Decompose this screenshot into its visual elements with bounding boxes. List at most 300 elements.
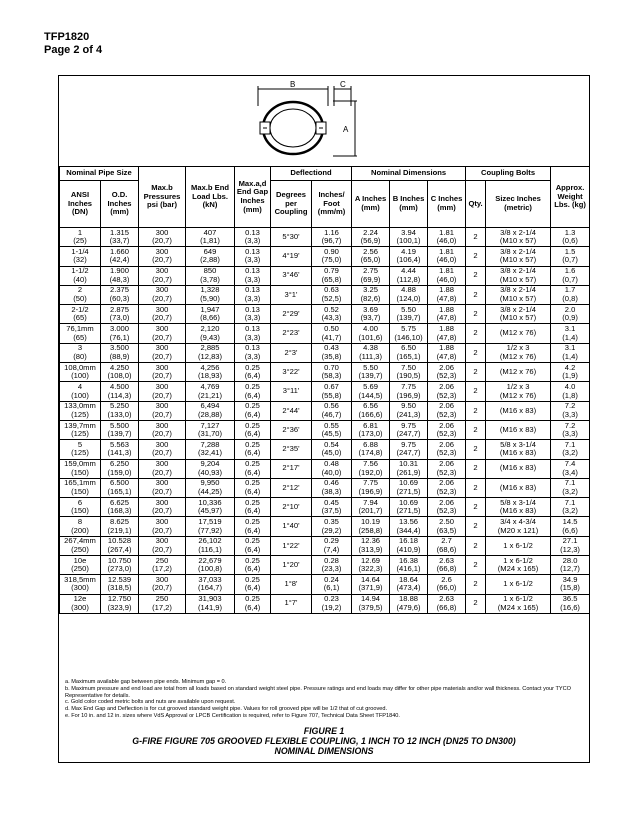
cell-ansi-metric: (125) bbox=[71, 448, 89, 458]
coupling-drawing bbox=[59, 76, 589, 166]
cell-c bbox=[428, 594, 466, 613]
cell-c bbox=[428, 556, 466, 575]
cell-a bbox=[352, 228, 390, 247]
cell-load bbox=[186, 343, 235, 362]
cell-pres-metric: (20,7) bbox=[152, 274, 172, 284]
cell-c-metric: (47,8) bbox=[436, 313, 457, 323]
cell-c-metric: (66,8) bbox=[436, 564, 457, 574]
cell-b-metric: (261,9) bbox=[396, 467, 421, 477]
cell-c-metric: (52,3) bbox=[436, 409, 457, 419]
cell-qty: 2 bbox=[466, 343, 486, 362]
cell-pres bbox=[139, 459, 186, 478]
cell-ipf-imperial: 0.35 bbox=[324, 517, 339, 526]
cell-gap-metric: (3,3) bbox=[244, 236, 261, 246]
cell-pres-metric: (20,7) bbox=[152, 313, 172, 323]
cell-size bbox=[486, 382, 551, 401]
cell-c-imperial: 2.06 bbox=[439, 401, 454, 411]
cell-a-imperial: 12.69 bbox=[361, 555, 381, 565]
cell-wt-metric: (6,6) bbox=[562, 525, 578, 535]
cell-load-imperial: 1,328 bbox=[200, 285, 220, 295]
cell-a bbox=[352, 266, 390, 285]
cell-qty: 2 bbox=[466, 556, 486, 575]
cell-load bbox=[186, 594, 235, 613]
cell-gap-imperial: 0.13 bbox=[245, 266, 260, 276]
cell-b-imperial: 9.75 bbox=[401, 420, 416, 430]
cell-load bbox=[186, 247, 235, 266]
cell-size-metric: (M10 x 57) bbox=[499, 313, 537, 323]
table-row bbox=[60, 517, 590, 536]
cell-wt-imperial: 1.3 bbox=[564, 227, 576, 237]
cell-gap-metric: (6,4) bbox=[244, 371, 261, 381]
cell-pres-metric: (20,7) bbox=[152, 487, 172, 496]
cell-pres bbox=[139, 440, 186, 459]
cell-wt-imperial: 7.2 bbox=[564, 401, 576, 411]
cell-b-imperial: 10.69 bbox=[399, 478, 419, 488]
cell-size-imperial: 5/8 x 3-1/4 bbox=[500, 439, 536, 449]
cell-od-imperial: 2.875 bbox=[110, 304, 130, 314]
cell-a-metric: (173,0) bbox=[358, 429, 383, 439]
cell-a-imperial: 14.94 bbox=[361, 594, 381, 604]
cell-pres bbox=[139, 363, 186, 382]
cell-od bbox=[101, 594, 139, 613]
cell-a bbox=[352, 556, 390, 575]
cell-deg: 1°22' bbox=[271, 536, 312, 555]
cell-load-imperial: 2,885 bbox=[200, 343, 220, 353]
cell-size bbox=[486, 536, 551, 555]
cell-load-metric: (9,43) bbox=[200, 332, 220, 342]
cell-c bbox=[428, 459, 466, 478]
header-dim-c: C Inches (mm) bbox=[428, 181, 466, 228]
cell-load-metric: (45,97) bbox=[197, 506, 223, 516]
footnote: a. Maximum available gap between pipe ends. Minimum gap = 0. bbox=[65, 679, 227, 685]
cell-ansi bbox=[60, 459, 101, 478]
cell-od bbox=[101, 228, 139, 247]
cell-ipf-imperial: 0.67 bbox=[324, 381, 339, 391]
cell-ansi-metric: (80) bbox=[73, 351, 87, 361]
header-max-pressure: Max.b Pressures psi (bar) bbox=[139, 167, 186, 228]
cell-gap-metric: (3,3) bbox=[244, 313, 261, 323]
cell-wt-metric: (16,6) bbox=[560, 602, 580, 612]
cell-od-metric: (48,3) bbox=[109, 274, 130, 284]
cell-od-metric: (323,9) bbox=[107, 602, 132, 612]
cell-c-imperial: 1.81 bbox=[439, 227, 454, 237]
cell-size-imperial: 1 x 6-1/2 bbox=[503, 579, 533, 589]
cell-wt bbox=[551, 459, 590, 478]
cell-ipf-metric: (65,8) bbox=[321, 274, 342, 284]
cell-a-imperial: 2.56 bbox=[363, 246, 378, 256]
cell-load-imperial: 4,256 bbox=[200, 362, 220, 372]
cell-od-imperial: 2.375 bbox=[110, 285, 130, 295]
cell-od bbox=[101, 556, 139, 575]
cell-pres-metric: (20,7) bbox=[152, 390, 172, 400]
cell-size bbox=[486, 556, 551, 575]
cell-load bbox=[186, 440, 235, 459]
cell-od-metric: (108,0) bbox=[107, 371, 132, 381]
cell-a bbox=[352, 478, 390, 497]
cell-wt bbox=[551, 440, 590, 459]
cell-ansi-metric: (25) bbox=[73, 236, 87, 246]
cell-ansi-metric: (150) bbox=[71, 506, 89, 516]
cell-a-metric: (166,6) bbox=[358, 409, 383, 419]
cell-b-imperial: 9.75 bbox=[401, 439, 416, 449]
header-bolt-size: Sizec Inches (metric) bbox=[486, 181, 551, 228]
cell-od bbox=[101, 478, 139, 497]
cell-ipf bbox=[312, 556, 352, 575]
cell-od bbox=[101, 247, 139, 266]
cell-gap-metric: (6,4) bbox=[244, 506, 261, 516]
cell-ipf-metric: (58,3) bbox=[321, 371, 342, 381]
cell-size-metric: (M16 x 83) bbox=[499, 506, 537, 516]
cell-load bbox=[186, 382, 235, 401]
cell-c-metric: (52,3) bbox=[436, 390, 457, 400]
cell-gap bbox=[235, 536, 271, 555]
cell-pres-metric: (20,7) bbox=[152, 294, 172, 304]
cell-ansi-imperial: 133,0mm bbox=[64, 401, 96, 411]
table-row bbox=[60, 305, 590, 324]
cell-od-imperial: 10.750 bbox=[107, 555, 132, 565]
cell-ansi-metric: (250) bbox=[71, 564, 89, 574]
cell-size-metric: (M10 x 57) bbox=[499, 274, 537, 284]
cell-pres-imperial: 300 bbox=[155, 324, 169, 334]
cell-wt-metric: (1,8) bbox=[562, 390, 578, 400]
header-max-end-gap: Max.a,d End Gap Inches (mm) bbox=[235, 167, 271, 228]
cell-ipf-metric: (52,5) bbox=[321, 294, 342, 304]
cell-gap-imperial: 0.25 bbox=[245, 401, 260, 411]
cell-b bbox=[390, 382, 428, 401]
cell-pres-metric: (20,7) bbox=[152, 448, 172, 458]
cell-size-imperial: 3/8 x 2-1/4 bbox=[500, 285, 536, 295]
cell-a-imperial: 2.75 bbox=[363, 266, 378, 276]
cell-wt bbox=[551, 363, 590, 382]
cell-wt-imperial: 7.1 bbox=[564, 497, 576, 507]
cell-pres bbox=[139, 305, 186, 324]
cell-od bbox=[101, 440, 139, 459]
cell-qty: 2 bbox=[466, 420, 486, 439]
cell-gap bbox=[235, 343, 271, 362]
cell-c-imperial: 2.63 bbox=[439, 555, 454, 565]
cell-pres-imperial: 300 bbox=[155, 574, 169, 584]
cell-ansi-metric: (50) bbox=[73, 294, 87, 304]
cell-load-imperial: 7,127 bbox=[200, 420, 220, 430]
cell-b-imperial: 10.69 bbox=[399, 497, 419, 507]
cell-size-imperial: 1/2 x 3 bbox=[506, 343, 530, 353]
cell-load bbox=[186, 478, 235, 497]
cell-pres bbox=[139, 343, 186, 362]
cell-b bbox=[390, 536, 428, 555]
cell-od-imperial: 6.625 bbox=[110, 497, 130, 507]
cell-wt bbox=[551, 478, 590, 497]
dimensions-table bbox=[59, 166, 590, 614]
figure-caption bbox=[59, 726, 589, 756]
cell-c-metric: (52,3) bbox=[436, 371, 457, 381]
cell-wt-imperial: 2.0 bbox=[564, 304, 576, 314]
cell-b-metric: (124,0) bbox=[396, 294, 421, 304]
table-row bbox=[60, 266, 590, 285]
cell-pres-metric: (20,7) bbox=[152, 371, 172, 381]
cell-ipf-imperial: 0.54 bbox=[324, 439, 339, 449]
cell-wt bbox=[551, 594, 590, 613]
cell-b-imperial: 4.44 bbox=[401, 266, 416, 276]
cell-b-metric: (271,5) bbox=[396, 506, 421, 516]
table-row bbox=[60, 247, 590, 266]
cell-pres bbox=[139, 285, 186, 304]
cell-c-metric: (47,8) bbox=[436, 332, 457, 342]
cell-wt-imperial: 27.1 bbox=[562, 536, 578, 546]
cell-b-metric: (241,3) bbox=[396, 409, 421, 419]
cell-gap-metric: (3,3) bbox=[244, 332, 261, 342]
cell-ansi bbox=[60, 556, 101, 575]
cell-wt bbox=[551, 343, 590, 362]
cell-load-metric: (5,90) bbox=[200, 294, 220, 304]
cell-gap-imperial: 0.13 bbox=[245, 285, 260, 295]
cell-c-metric: (66,8) bbox=[436, 602, 457, 612]
cell-c-imperial: 2.06 bbox=[439, 381, 454, 391]
cell-load-metric: (77,92) bbox=[197, 525, 223, 535]
cell-a-metric: (196,9) bbox=[358, 487, 383, 496]
header-dim-a: A Inches (mm) bbox=[352, 181, 390, 228]
cell-size-imperial: 1 x 6-1/2 bbox=[503, 555, 533, 565]
cell-wt-imperial: 36.5 bbox=[562, 594, 578, 604]
cell-ansi bbox=[60, 575, 101, 594]
cell-pres-metric: (20,7) bbox=[152, 544, 172, 554]
cell-ipf bbox=[312, 285, 352, 304]
cell-c-metric: (47,8) bbox=[436, 294, 457, 304]
cell-qty: 2 bbox=[466, 594, 486, 613]
cell-deg: 3°46' bbox=[271, 266, 312, 285]
cell-pres-metric: (17,2) bbox=[152, 602, 172, 612]
cell-ipf-metric: (35,8) bbox=[321, 351, 342, 361]
cell-wt-metric: (0,9) bbox=[562, 313, 578, 323]
cell-ipf-imperial: 0.46 bbox=[324, 478, 339, 488]
cell-ansi bbox=[60, 440, 101, 459]
label-b: B bbox=[290, 80, 296, 89]
cell-ansi-imperial: 4 bbox=[77, 381, 83, 391]
cell-load-metric: (8,66) bbox=[200, 313, 220, 323]
cell-od-metric: (33,7) bbox=[109, 236, 130, 246]
cell-pres-metric: (20,7) bbox=[152, 583, 172, 593]
cell-gap-metric: (3,3) bbox=[244, 351, 261, 361]
cell-load bbox=[186, 536, 235, 555]
cell-b bbox=[390, 247, 428, 266]
cell-b-imperial: 5.50 bbox=[401, 304, 416, 314]
cell-gap bbox=[235, 363, 271, 382]
cell-pres bbox=[139, 324, 186, 343]
cell-gap-imperial: 0.25 bbox=[245, 574, 260, 584]
cell-a-imperial: 3.69 bbox=[363, 304, 378, 314]
cell-wt-imperial: 3.1 bbox=[564, 343, 576, 353]
table-row bbox=[60, 363, 590, 382]
cell-ipf-imperial: 0.55 bbox=[324, 420, 339, 430]
cell-wt bbox=[551, 401, 590, 420]
cell-ipf-metric: (7,4) bbox=[323, 544, 340, 554]
cell-a-metric: (111,3) bbox=[359, 351, 382, 361]
cell-gap bbox=[235, 440, 271, 459]
cell-gap-imperial: 0.25 bbox=[245, 517, 260, 526]
cell-gap bbox=[235, 285, 271, 304]
cell-ipf bbox=[312, 363, 352, 382]
cell-a-metric: (56,9) bbox=[360, 236, 381, 246]
cell-a-metric: (192,0) bbox=[358, 467, 383, 477]
cell-qty: 2 bbox=[466, 498, 486, 517]
cell-load bbox=[186, 459, 235, 478]
cell-od bbox=[101, 401, 139, 420]
cell-ipf-imperial: 0.43 bbox=[324, 343, 339, 353]
cell-ipf-imperial: 0.63 bbox=[324, 285, 339, 295]
cell-ipf-imperial: 0.48 bbox=[324, 459, 339, 469]
cell-deg: 2°3' bbox=[271, 343, 312, 362]
cell-size bbox=[486, 285, 551, 304]
cell-load-imperial: 9,950 bbox=[200, 478, 220, 488]
cell-size bbox=[486, 478, 551, 497]
cell-a-imperial: 5.50 bbox=[363, 362, 378, 372]
cell-pres-metric: (20,7) bbox=[152, 409, 172, 419]
cell-qty: 2 bbox=[466, 401, 486, 420]
cell-pres bbox=[139, 247, 186, 266]
cell-gap-imperial: 0.25 bbox=[245, 594, 260, 604]
cell-wt bbox=[551, 382, 590, 401]
cell-od-imperial: 3.000 bbox=[110, 324, 130, 334]
cell-od-metric: (114,3) bbox=[107, 390, 132, 400]
cell-a bbox=[352, 459, 390, 478]
header-weight: Approx. Weight Lbs. (kg) bbox=[551, 167, 590, 228]
cell-load-metric: (32,41) bbox=[197, 448, 223, 458]
cell-pres-metric: (20,7) bbox=[152, 525, 172, 535]
cell-a-metric: (82,6) bbox=[360, 294, 381, 304]
cell-load-imperial: 7,288 bbox=[200, 439, 220, 449]
cell-od-imperial: 12.750 bbox=[107, 594, 132, 604]
cell-ipf-imperial: 0.79 bbox=[324, 266, 339, 276]
cell-ipf-metric: (19,2) bbox=[321, 602, 342, 612]
cell-size-metric: (M10 x 57) bbox=[499, 294, 537, 304]
cell-a-metric: (371,9) bbox=[358, 583, 383, 593]
cell-od-imperial: 6.250 bbox=[110, 459, 130, 469]
cell-a-imperial: 5.69 bbox=[363, 381, 378, 391]
cell-b bbox=[390, 324, 428, 343]
cell-ipf-imperial: 0.70 bbox=[324, 362, 339, 372]
cell-wt-imperial: 34.9 bbox=[562, 574, 578, 584]
cell-size-imperial: (M12 x 76) bbox=[499, 366, 537, 376]
cell-ipf-metric: (55,8) bbox=[321, 390, 342, 400]
cell-c-imperial: 2.50 bbox=[439, 517, 454, 526]
cell-ipf-imperial: 0.45 bbox=[324, 497, 339, 507]
cell-b-imperial: 16.18 bbox=[399, 536, 419, 546]
cell-pres-imperial: 300 bbox=[155, 536, 169, 546]
cell-c-imperial: 1.88 bbox=[439, 285, 454, 295]
cell-deg: 1°7' bbox=[271, 594, 312, 613]
header-ansi: ANSI Inches (DN) bbox=[60, 181, 101, 228]
cell-load-metric: (18,93) bbox=[197, 371, 223, 381]
cell-ipf bbox=[312, 498, 352, 517]
cell-od bbox=[101, 575, 139, 594]
cell-gap-imperial: 0.25 bbox=[245, 381, 260, 391]
cell-gap-imperial: 0.13 bbox=[245, 324, 260, 334]
cell-od-imperial: 5.500 bbox=[110, 420, 130, 430]
cell-od bbox=[101, 324, 139, 343]
cell-size-metric: (M12 x 76) bbox=[499, 351, 537, 361]
cell-load-metric: (40,93) bbox=[197, 467, 223, 477]
cell-a bbox=[352, 305, 390, 324]
cell-ipf bbox=[312, 247, 352, 266]
cell-ipf bbox=[312, 343, 352, 362]
cell-gap-metric: (3,3) bbox=[244, 255, 261, 265]
cell-load bbox=[186, 363, 235, 382]
cell-od bbox=[101, 266, 139, 285]
cell-deg: 2°10' bbox=[271, 498, 312, 517]
cell-b bbox=[390, 305, 428, 324]
cell-a bbox=[352, 440, 390, 459]
cell-ipf-metric: (6,1) bbox=[323, 583, 340, 593]
cell-ipf-metric: (45,5) bbox=[321, 429, 342, 439]
cell-gap-metric: (3,3) bbox=[244, 274, 261, 284]
cell-c-imperial: 2.06 bbox=[439, 497, 454, 507]
cell-od bbox=[101, 498, 139, 517]
cell-c-imperial: 1.88 bbox=[439, 304, 454, 314]
cell-ansi-metric: (125) bbox=[71, 409, 89, 419]
cell-ansi-metric: (150) bbox=[71, 487, 89, 496]
cell-b-imperial: 10.31 bbox=[399, 459, 419, 469]
cell-wt-metric: (0,7) bbox=[562, 274, 578, 284]
cell-od-metric: (159,0) bbox=[107, 467, 132, 477]
cell-gap bbox=[235, 517, 271, 536]
cell-wt bbox=[551, 420, 590, 439]
cell-pres-metric: (20,7) bbox=[152, 506, 172, 516]
cell-size-metric: (M24 x 165) bbox=[497, 602, 539, 612]
cell-wt-imperial: 7.1 bbox=[564, 439, 576, 449]
cell-pres-imperial: 300 bbox=[155, 227, 169, 237]
cell-a-imperial: 14.64 bbox=[361, 574, 381, 584]
cell-load bbox=[186, 556, 235, 575]
cell-gap-metric: (6,4) bbox=[244, 602, 261, 612]
cell-ansi-metric: (300) bbox=[71, 583, 89, 593]
cell-c-imperial: 2.6 bbox=[441, 574, 452, 584]
cell-ipf bbox=[312, 517, 352, 536]
cell-wt-metric: (12,3) bbox=[560, 544, 580, 554]
cell-gap-imperial: 0.13 bbox=[245, 304, 260, 314]
cell-size bbox=[486, 401, 551, 420]
cell-size bbox=[486, 305, 551, 324]
cell-ipf-imperial: 0.50 bbox=[324, 324, 339, 334]
cell-size-imperial: 1/2 x 3 bbox=[506, 381, 530, 391]
page-number: Page 2 of 4 bbox=[44, 44, 103, 56]
cell-gap-imperial: 0.13 bbox=[245, 227, 260, 237]
cell-c-imperial: 1.88 bbox=[439, 324, 454, 334]
cell-od-metric: (139,7) bbox=[107, 429, 132, 439]
cell-pres-metric: (20,7) bbox=[152, 429, 172, 439]
cell-gap-metric: (6,4) bbox=[244, 525, 261, 535]
cell-qty: 2 bbox=[466, 478, 486, 497]
cell-size bbox=[486, 343, 551, 362]
cell-od bbox=[101, 363, 139, 382]
header-od: O.D. Inches (mm) bbox=[101, 181, 139, 228]
cell-ansi-metric: (125) bbox=[71, 429, 89, 439]
cell-ansi-metric: (250) bbox=[71, 544, 89, 554]
cell-od-imperial: 6.500 bbox=[110, 478, 130, 488]
cell-qty: 2 bbox=[466, 266, 486, 285]
cell-deg: 3°22' bbox=[271, 363, 312, 382]
cell-wt-imperial: 7.1 bbox=[564, 478, 576, 488]
cell-qty: 2 bbox=[466, 285, 486, 304]
cell-pres-metric: (20,7) bbox=[152, 255, 172, 265]
cell-b-imperial: 4.19 bbox=[401, 246, 416, 256]
cell-pres bbox=[139, 228, 186, 247]
cell-b bbox=[390, 266, 428, 285]
cell-ipf bbox=[312, 228, 352, 247]
cell-wt-imperial: 3.1 bbox=[564, 324, 576, 334]
cell-ipf-metric: (96,7) bbox=[321, 236, 342, 246]
cell-od bbox=[101, 343, 139, 362]
cell-ipf-metric: (43,3) bbox=[321, 313, 342, 323]
cell-b bbox=[390, 285, 428, 304]
